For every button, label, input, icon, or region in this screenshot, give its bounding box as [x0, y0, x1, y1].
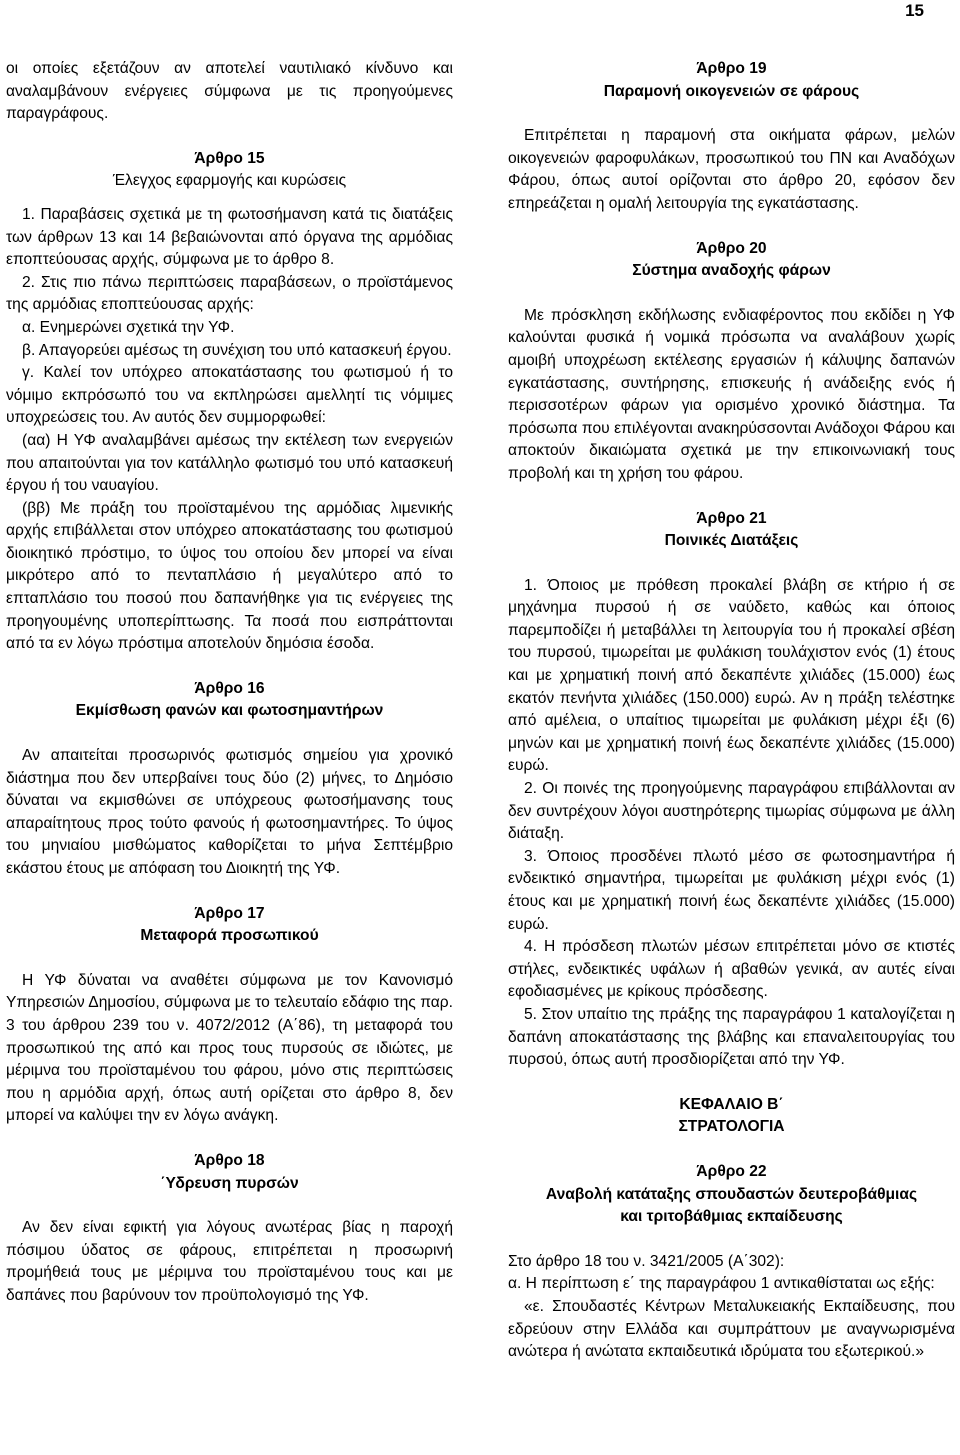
article-18-paragraph: Αν δεν είναι εφικτή για λόγους ανωτέρας βίας η παροχή πόσιμου ύδατος σε φάρους, επιτρέπεται η προσωρινή προμήθειά τους με μέριμνα του προϊσταμένου τους και με δαπάνες που βαρύνουν τον προϋπολογισμό της ΥΦ.	[6, 1219, 453, 1304]
intro-paragraph: οι οποίες εξετάζουν αν αποτελεί ναυτιλιακό κίνδυνο και αναλαμβάνουν ενέργειες σύμφωνα με τις προηγούμενες παραγράφους.	[6, 60, 453, 123]
article-21-paragraph-3: 3. Όποιος προσδένει πλωτό μέσο σε φωτοσημαντήρα ή ενδεικτικό σημαντήρα, τιμωρείται με φυλάκιση μέχρι ενός (1) έτους και με χρηματική ποινή έως δεκαπέντε χιλιάδες (15.000) ευρώ.	[508, 847, 955, 933]
left-column	[6, 58, 453, 1308]
article-15-item-aa: (αα) Η ΥΦ αναλαμβάνει αμέσως την εκτέλεση των ενεργειών που απαιτούνται για τον κατάλληλο φωτισμό του υπό κατασκευή έργου ή του ναυαγίου.	[6, 431, 453, 495]
article-21-paragraph-1: 1. Όποιος με πρόθεση προκαλεί βλάβη σε κτήριο ή σε μηχάνημα πυρσού ή σε ναύδετο, καθώς και όποιος παρεμποδίζει ή μεταβάλλει τη λειτουργία του ή προκαλεί σβέση του πυρσού, τιμωρείται με φυλάκιση τουλάχιστον ενός (1) έτους και με χρηματική ποινή από δεκαπέντε χιλιάδες (15.000) έως εκατόν πενήντα χιλιάδες (150.000) ευρώ. Αν η πράξη τελέστηκε από αμέλεια, ο υπαίτιος τιμωρείται με φυλάκιση μέχρι έξι (6) μηνών και με χρηματική ποινή έως δεκαπέντε χιλιάδες (15.000) ευρώ.	[508, 576, 955, 775]
article-16-paragraph: Αν απαιτείται προσωρινός φωτισμός σημείου για χρονικό διάστημα που δεν υπερβαίνει τους δύο (2) μήνες, το Δημόσιο δύναται να εκμισθώνει σε υπόχρεους φωτοσήμανσης τους απαραίτητους προς τούτο φανούς ή φωτοσημαντήρες. Το ύψος του μηνιαίου μισθώματος καθορίζεται το μήνα Σεπτέμβριο εκάστου έτους με απόφαση του Διοικητή της ΥΦ.	[6, 747, 453, 877]
article-19-number: Άρθρο 19	[696, 60, 767, 77]
article-18-title: ΄Υδρευση πυρσών	[160, 1174, 299, 1192]
article-21-paragraph-4: 4. Η πρόσδεση πλωτών μέσων επιτρέπεται μόνο σε κτιστές στήλες, ενδεικτικές υφάλων ή αβαθών γενικά, αν αυτές είναι εφοδιασμένες με κρίκους πρόσδεσης.	[508, 938, 955, 1001]
article-15-paragraph-1: 1. Παραβάσεις σχετικά με τη φωτοσήμανση κατά τις διατάξεις των άρθρων 13 και 14 βεβαιώνονται από όργανα της αρμόδιας εποπτεύουσας αρχής, σύμφωνα με το άρθρο 8.	[6, 205, 453, 269]
article-22-title-line-2: και τριτοβάθμιας εκπαίδευσης	[620, 1208, 843, 1226]
article-15-item-bb: (ββ) Με πράξη του προϊσταμένου της αρμόδιας λιμενικής αρχής επιβάλλεται στον υπόχρεο αποκατάστασης του φωτισμού διοικητικό πρόστιμο, το ύψος του οποίου δεν μπορεί να είναι μικρότερο από το πενταπλάσιο ή μεγαλύτερο από το επταπλάσιο του ποσού που δαπανήθηκε για τις ενέργειες της προηγουμένης υποπερίπτωσης. Τα ποσά που εισπράττονται από τα εν λόγω πρόστιμα αποτελούν δημόσια έσοδα.	[6, 499, 453, 653]
article-19-paragraph: Επιτρέπεται η παραμονή στα οικήματα φάρων, μελών οικογενειών φαροφυλάκων, προσωπικού του ΠΝ και Αναδόχων Φάρου, όπως αυτοί ορίζονται στο άρθρο 20, εφόσον δεν επηρεάζεται η ομαλή λειτουργία της εγκατάστασης.	[508, 127, 955, 212]
article-15-number: Άρθρο 15	[194, 149, 265, 167]
article-21-paragraph-2: 2. Οι ποινές της προηγούμενης παραγράφου επιβάλλονται αν δεν συντρέχουν λόγοι αυστηρότερης τιμωρίας σύμφωνα με άλλη διάταξη.	[508, 780, 955, 843]
article-18-number: Άρθρο 18	[194, 1151, 265, 1169]
page-number: 15	[905, 1, 924, 20]
article-21-paragraph-5: 5. Στον υπαίτιο της πράξης της παραγράφου 1 καταλογίζεται η δαπάνη αποκατάστασης της βλάβης και επαναλειτουργίας του πυρσού, όπως αυτή προσδιορίζεται από την ΥΦ.	[508, 1005, 955, 1069]
article-20-number: Άρθρο 20	[696, 239, 767, 257]
article-21-title: Ποινικές Διατάξεις	[664, 532, 799, 550]
article-15-item-b: β. Απαγορεύει αμέσως τη συνέχιση του υπό κατασκευή έργου.	[22, 341, 452, 359]
article-17-paragraph: Η ΥΦ δύναται να αναθέτει σύμφωνα με τον Κανονισμό Υπηρεσιών Δημοσίου, σύμφωνα με το τελευταίο εδάφιο της παρ. 3 του άρθρου 239 του ν. 4072/2012 (Α΄86), τη μεταφορά του προσωπικού της από και προς τους πυρσούς σε ιδιώτες, με μέριμνα του προϊσταμένου του φάρου, μόνο στις περιπτώσεις που η αρμόδια αρχή, όπως αυτή ορίζεται στο άρθρο 8, δεν μπορεί να καλύψει την εν λόγω ανάγκη.	[6, 971, 453, 1125]
article-16-title: Εκμίσθωση φανών και φωτοσημαντήρων	[75, 702, 384, 720]
article-17-number: Άρθρο 17	[194, 904, 265, 922]
right-column	[508, 58, 955, 1364]
article-16-number: Άρθρο 16	[194, 679, 265, 697]
chapter-number: ΚΕΦΑΛΑΙΟ Β΄	[679, 1095, 784, 1113]
article-15-paragraph-2: 2. Στις πιο πάνω περιπτώσεις παραβάσεων, ο προϊστάμενος της αρμόδιας εποπτεύουσας αρχής:	[6, 273, 453, 314]
article-20-paragraph: Με πρόσκληση εκδήλωσης ενδιαφέροντος που εκδίδει η ΥΦ καλούνται φυσικά ή νομικά πρόσωπα να αναλάβουν χωρίς αμοιβή υποχρέωση εκτέλεσης εργασιών ή κάλυψης δαπανών εγκατάστασης, συντήρησης, επισκευής ή ανάδειξης ενός ή περισσοτέρων φάρων για ορισμένο χρονικό διάστημα. Τα πρόσωπα που επιλέγονται ανακηρύσσονται Ανάδοχοι Φάρου και αποκτούν δικαιώματα σχετικά με την επικοινωνιακή τους προβολή και τη χρήση του φάρου.	[508, 306, 955, 482]
article-19-title: Παραμονή οικογενειών σε φάρους	[603, 82, 860, 100]
article-22-number: Άρθρο 22	[696, 1162, 767, 1180]
article-21-number: Άρθρο 21	[696, 509, 767, 527]
article-22-paragraph-2: α. Η περίπτωση ε΄ της παραγράφου 1 αντικαθίσταται ως εξής:	[508, 1275, 935, 1293]
chapter-title: ΣΤΡΑΤΟΛΟΓΙΑ	[678, 1118, 785, 1136]
article-15-item-a: α. Ενημερώνει σχετικά την ΥΦ.	[22, 318, 235, 336]
article-20-title: Σύστημα αναδοχής φάρων	[632, 262, 831, 280]
article-22-title-line-1: Αναβολή κατάταξης σπουδαστών δευτεροβάθμιας	[545, 1185, 918, 1203]
article-22-paragraph-1: Στο άρθρο 18 του ν. 3421/2005 (Α΄302):	[508, 1252, 785, 1270]
article-22-paragraph-3: «ε. Σπουδαστές Κέντρων Μεταλυκειακής Εκπαίδευσης, που εδρεύουν στην Ελλάδα και συμπράττουν με αναγνωρισμένα ανώτερα ή ανώτατα εκπαιδευτικά ιδρύματα του εξωτερικού.»	[508, 1297, 955, 1361]
article-17-title: Μεταφορά προσωπικού	[140, 927, 319, 945]
article-15-title: Έλεγχος εφαρμογής και κυρώσεις	[112, 172, 347, 190]
article-15-item-c: γ. Καλεί τον υπόχρεο αποκατάστασης του φωτισμού ή το νόμιμο εκπρόσωπό του να εκπληρώσει αμελλητί τις νόμιμες υποχρεώσεις του. Αν αυτός δεν συμμορφωθεί:	[6, 364, 453, 427]
